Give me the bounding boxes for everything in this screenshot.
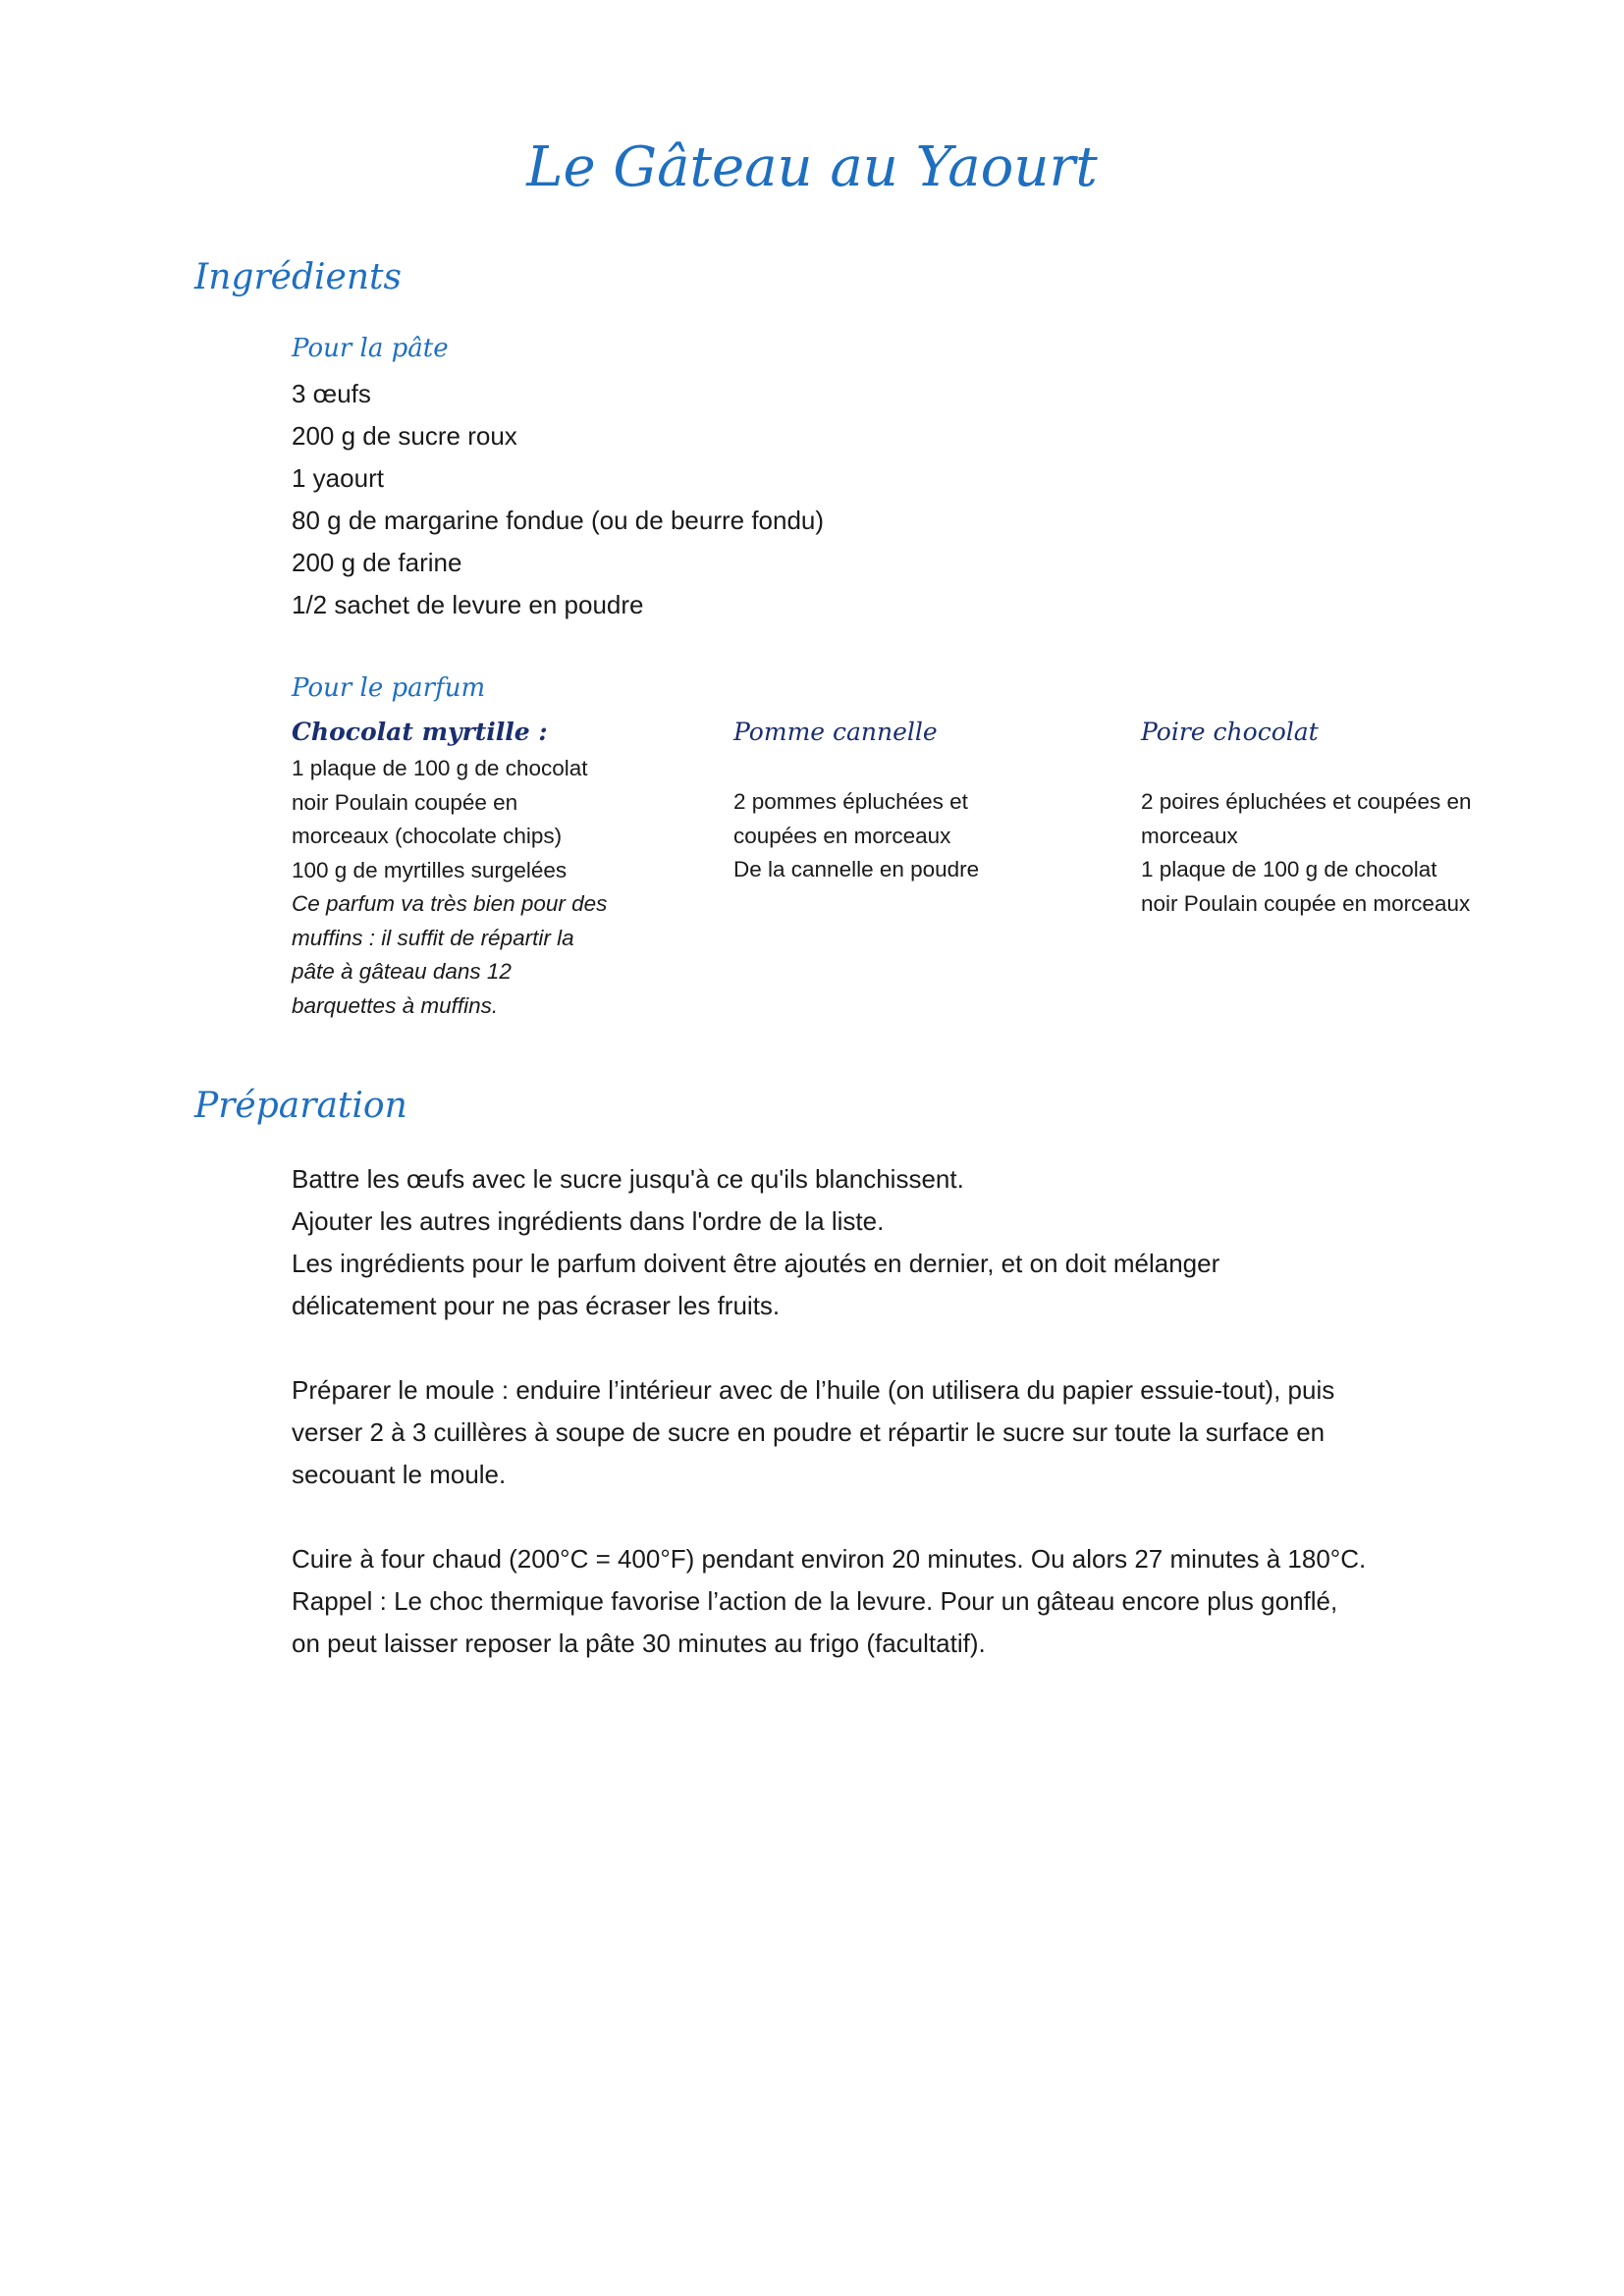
parfum-title: Chocolat myrtille : bbox=[292, 718, 548, 746]
parfum-lines bbox=[733, 785, 1116, 887]
preparation-line: Battre les œufs avec le sucre jusqu'à ce qu'ils blanchissent. bbox=[292, 1164, 964, 1194]
list-item: 200 g de sucre roux bbox=[292, 421, 517, 451]
list-item: 80 g de margarine fondue (ou de beurre fondu) bbox=[292, 506, 825, 535]
preparation-line: secouant le moule. bbox=[292, 1460, 507, 1489]
preparation-heading: Préparation bbox=[194, 1086, 407, 1126]
list-item: coupées en morceaux bbox=[733, 823, 951, 848]
list-item: morceaux (chocolate chips) bbox=[292, 824, 563, 848]
list-item: De la cannelle en poudre bbox=[733, 857, 980, 881]
preparation-line: Préparer le moule : enduire l’intérieur avec de l’huile (on utilisera du papier essuie-tout), puis bbox=[292, 1375, 1335, 1405]
ingredients-heading: Ingrédients bbox=[194, 257, 402, 297]
list-item: 2 poires épluchées et coupées en bbox=[1141, 789, 1472, 814]
list-item: 2 pommes épluchées et bbox=[733, 789, 968, 814]
list-item: 3 œufs bbox=[292, 379, 371, 408]
parfum-lines bbox=[292, 752, 675, 1023]
list-item: morceaux bbox=[1141, 823, 1238, 848]
parfum-column-chocolat-myrtille bbox=[292, 713, 675, 1023]
parfum-note-line: pâte à gâteau dans 12 bbox=[292, 959, 512, 984]
list-item: noir Poulain coupée en bbox=[292, 789, 518, 815]
pate-heading: Pour la pâte bbox=[292, 334, 449, 363]
list-item: noir Poulain coupée en morceaux bbox=[1141, 890, 1471, 916]
list-item: 1 plaque de 100 g de chocolat bbox=[1141, 857, 1437, 881]
parfum-note-line: muffins : il suffit de répartir la bbox=[292, 925, 574, 950]
parfum-note-line: Ce parfum va très bien pour des bbox=[292, 891, 608, 916]
pate-ingredient-list bbox=[292, 373, 824, 626]
paragraph-gap bbox=[292, 1327, 1450, 1369]
parfum-lines bbox=[1141, 785, 1553, 921]
paragraph-gap bbox=[292, 1496, 1450, 1538]
preparation-line: Rappel : Le choc thermique favorise l’action de la levure. Pour un gâteau encore plus gonflé, bbox=[292, 1586, 1338, 1616]
parfum-note-line: barquettes à muffins. bbox=[292, 992, 499, 1018]
parfum-title: Pomme cannelle bbox=[733, 718, 938, 746]
page-title: Le Gâteau au Yaourt bbox=[526, 135, 1098, 199]
preparation-line: Ajouter les autres ingrédients dans l'ordre de la liste. bbox=[292, 1206, 885, 1236]
parfum-column-poire-chocolat bbox=[1141, 713, 1553, 921]
list-item: 200 g de farine bbox=[292, 548, 462, 577]
list-item: 1 plaque de 100 g de chocolat bbox=[292, 756, 588, 780]
parfum-column-pomme-cannelle bbox=[733, 713, 1116, 887]
preparation-line: on peut laisser reposer la pâte 30 minutes au frigo (facultatif). bbox=[292, 1629, 986, 1658]
list-item: 1 yaourt bbox=[292, 463, 384, 493]
preparation-line: verser 2 à 3 cuillères à soupe de sucre en poudre et répartir le sucre sur toute la surface en bbox=[292, 1417, 1326, 1447]
preparation-line: Les ingrédients pour le parfum doivent être ajoutés en dernier, et on doit mélanger bbox=[292, 1249, 1220, 1278]
parfum-title: Poire chocolat bbox=[1141, 718, 1319, 746]
list-item: 100 g de myrtilles surgelées bbox=[292, 857, 568, 882]
parfum-heading: Pour le parfum bbox=[292, 673, 486, 703]
preparation-line: Cuire à four chaud (200°C = 400°F) pendant environ 20 minutes. Ou alors 27 minutes à 180°C. bbox=[292, 1544, 1367, 1574]
list-item: 1/2 sachet de levure en poudre bbox=[292, 590, 644, 619]
preparation-line: délicatement pour ne pas écraser les fruits. bbox=[292, 1291, 781, 1320]
preparation-text bbox=[292, 1158, 1450, 1665]
